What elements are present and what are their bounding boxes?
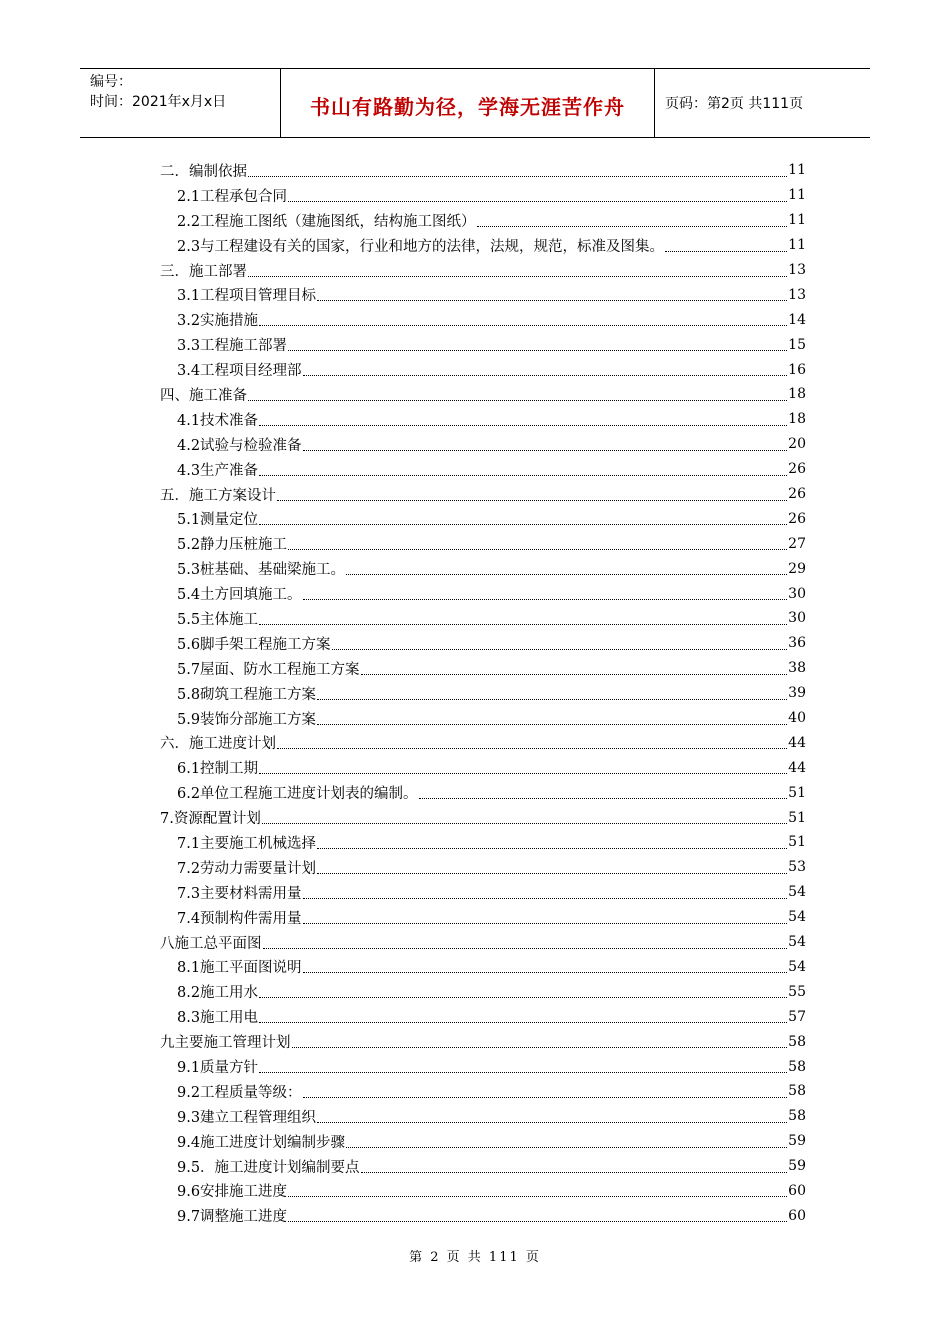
- toc-dot-leader: [277, 500, 787, 501]
- toc-entry[interactable]: [160, 307, 806, 332]
- toc-entry[interactable]: [160, 979, 806, 1004]
- toc-entry-title: 9.2工程质量等级：: [177, 1084, 302, 1101]
- toc-dot-leader: [288, 1221, 787, 1222]
- toc-entry-title: 7.3主要材料需用量: [177, 885, 302, 902]
- toc-entry[interactable]: [160, 357, 806, 382]
- toc-entry[interactable]: [160, 1203, 806, 1228]
- toc-dot-leader: [259, 997, 787, 998]
- toc-dot-leader: [665, 251, 787, 252]
- toc-entry[interactable]: [160, 382, 806, 407]
- toc-entry[interactable]: [160, 855, 806, 880]
- document-time-label: 时间：2021年x月x日: [90, 94, 227, 110]
- toc-entry[interactable]: [160, 631, 806, 656]
- toc-entry-title: 6.1控制工期: [177, 761, 259, 778]
- toc-dot-leader: [303, 972, 788, 973]
- header-motto: 书山有路勤为径，学海无涯苦作舟: [281, 69, 655, 137]
- toc-entry[interactable]: [160, 258, 806, 283]
- toc-entry-page: 59: [788, 1133, 806, 1150]
- toc-entry-title: 九主要施工管理计划: [160, 1035, 291, 1052]
- toc-entry[interactable]: [160, 531, 806, 556]
- toc-entry-page: 44: [788, 759, 806, 776]
- toc-entry[interactable]: [160, 730, 806, 755]
- toc-entry-title: 2.2工程施工图纸（建施图纸，结构施工图纸）: [177, 213, 476, 230]
- toc-dot-leader: [248, 176, 787, 177]
- toc-entry-page: 27: [788, 535, 806, 552]
- toc-entry[interactable]: [160, 905, 806, 930]
- toc-entry-title: 4.2试验与检验准备: [177, 437, 302, 454]
- toc-entry[interactable]: [160, 830, 806, 855]
- toc-entry-page: 26: [788, 486, 806, 503]
- toc-entry[interactable]: [160, 930, 806, 955]
- toc-entry[interactable]: [160, 1104, 806, 1129]
- toc-entry-page: 26: [788, 510, 806, 527]
- toc-dot-leader: [288, 201, 787, 202]
- toc-entry[interactable]: [160, 282, 806, 307]
- toc-entry-page: 16: [788, 361, 806, 378]
- toc-entry-title: 五．施工方案设计: [160, 487, 276, 504]
- toc-entry-page: 11: [788, 162, 806, 179]
- toc-dot-leader: [332, 649, 788, 650]
- toc-entry-title: 4.3生产准备: [177, 462, 259, 479]
- toc-entry-title: 3.4工程项目经理部: [177, 363, 302, 380]
- toc-entry-page: 54: [788, 909, 806, 926]
- toc-entry[interactable]: [160, 332, 806, 357]
- toc-entry-page: 53: [788, 859, 806, 876]
- header-page-info: 页码：第2页 共111页: [665, 96, 804, 112]
- toc-entry-title: 7.4预制构件需用量: [177, 910, 302, 927]
- toc-entry-page: 54: [788, 958, 806, 975]
- toc-dot-leader: [317, 300, 787, 301]
- toc-entry-page: 11: [788, 237, 806, 254]
- toc-dot-leader: [361, 674, 788, 675]
- toc-entry[interactable]: [160, 457, 806, 482]
- toc-dot-leader: [292, 1047, 788, 1048]
- toc-entry-page: 58: [788, 1033, 806, 1050]
- toc-entry-page: 20: [788, 436, 806, 453]
- toc-entry-title: 3.3工程施工部署: [177, 338, 288, 355]
- toc-dot-leader: [477, 226, 788, 227]
- table-of-contents: [160, 158, 806, 1228]
- toc-entry-title: 6.2单位工程施工进度计划表的编制。: [177, 786, 418, 803]
- toc-dot-leader: [346, 1147, 787, 1148]
- toc-dot-leader: [248, 400, 787, 401]
- toc-entry-title: 9.7调整施工进度: [177, 1209, 288, 1226]
- toc-entry[interactable]: [160, 581, 806, 606]
- toc-dot-leader: [419, 798, 788, 799]
- toc-entry-title: 9.5．施工进度计划编制要点: [177, 1159, 360, 1176]
- toc-entry[interactable]: [160, 706, 806, 731]
- toc-entry-page: 57: [788, 1008, 806, 1025]
- page-footer: 第 2 页 共 111 页: [409, 1250, 541, 1265]
- toc-entry[interactable]: [160, 805, 806, 830]
- toc-entry-title: 5.9装饰分部施工方案: [177, 711, 317, 728]
- toc-entry[interactable]: [160, 656, 806, 681]
- toc-dot-leader: [303, 375, 788, 376]
- toc-entry-title: 9.1质量方针: [177, 1060, 259, 1076]
- toc-dot-leader: [263, 948, 788, 949]
- toc-dot-leader: [303, 599, 788, 600]
- toc-entry-page: 29: [788, 560, 806, 577]
- toc-dot-leader: [277, 748, 787, 749]
- toc-entry[interactable]: [160, 755, 806, 780]
- toc-entry-page: 15: [788, 336, 806, 353]
- toc-dot-leader: [317, 699, 787, 700]
- toc-entry-page: 55: [788, 983, 806, 1000]
- toc-entry-title: 8.1施工平面图说明: [177, 960, 302, 977]
- page-header: [80, 68, 870, 138]
- toc-entry-page: 44: [788, 734, 806, 751]
- toc-entry-page: 58: [788, 1058, 806, 1075]
- toc-entry-page: 39: [788, 685, 806, 702]
- toc-entry[interactable]: [160, 506, 806, 531]
- toc-dot-leader: [303, 450, 788, 451]
- toc-entry-page: 26: [788, 461, 806, 478]
- toc-entry[interactable]: [160, 482, 806, 507]
- toc-entry-page: 18: [788, 386, 806, 403]
- toc-entry-title: 3.2实施措施: [177, 313, 259, 330]
- toc-entry-page: 11: [788, 212, 806, 229]
- toc-entry-page: 13: [788, 286, 806, 303]
- toc-entry-title: 4.1技术准备: [177, 412, 259, 429]
- toc-entry[interactable]: [160, 1054, 806, 1079]
- toc-entry-title: 9.6安排施工进度: [177, 1184, 288, 1201]
- toc-entry-title: 7.1主要施工机械选择: [177, 835, 317, 852]
- toc-entry[interactable]: [160, 407, 806, 432]
- toc-entry-title: 5.4土方回填施工。: [177, 587, 302, 604]
- toc-dot-leader: [288, 350, 787, 351]
- toc-entry-page: 40: [788, 710, 806, 727]
- toc-entry-page: 60: [788, 1182, 806, 1199]
- toc-dot-leader: [248, 276, 787, 277]
- toc-entry-title: 5.6脚手架工程施工方案: [177, 636, 331, 653]
- toc-entry-page: 13: [788, 262, 806, 278]
- toc-entry[interactable]: [160, 880, 806, 905]
- toc-entry-page: 30: [788, 585, 806, 602]
- toc-entry-page: 60: [788, 1207, 806, 1224]
- toc-entry-title: 2.1工程承包合同: [177, 188, 288, 205]
- toc-entry-title: 5.1测量定位: [177, 512, 259, 529]
- toc-entry[interactable]: [160, 1029, 806, 1054]
- toc-entry-page: 51: [788, 784, 806, 801]
- toc-entry-page: 14: [788, 311, 806, 328]
- toc-dot-leader: [303, 1097, 788, 1098]
- toc-dot-leader: [259, 524, 787, 525]
- toc-dot-leader: [259, 325, 787, 326]
- toc-entry-page: 58: [788, 1083, 806, 1100]
- toc-entry[interactable]: [160, 780, 806, 805]
- toc-entry[interactable]: [160, 1129, 806, 1154]
- toc-dot-leader: [346, 574, 787, 575]
- toc-entry-title: 四、施工准备: [160, 387, 247, 404]
- toc-entry-title: 六．施工进度计划: [160, 736, 276, 753]
- toc-dot-leader: [317, 873, 787, 874]
- toc-entry-title: 二．编制依据: [160, 163, 247, 180]
- toc-entry-page: 36: [788, 635, 806, 652]
- toc-entry[interactable]: [160, 606, 806, 631]
- toc-entry[interactable]: [160, 208, 806, 233]
- toc-entry-page: 59: [788, 1158, 806, 1175]
- toc-entry-title: 3.1工程项目管理目标: [177, 288, 317, 305]
- toc-dot-leader: [361, 1172, 788, 1173]
- toc-entry[interactable]: [160, 556, 806, 581]
- toc-entry[interactable]: [160, 233, 806, 258]
- toc-entry-title: 8.3施工用电: [177, 1010, 259, 1027]
- toc-entry-title: 9.3建立工程管理组织: [177, 1109, 317, 1126]
- toc-entry[interactable]: [160, 432, 806, 457]
- toc-dot-leader: [303, 898, 788, 899]
- toc-dot-leader: [259, 1072, 787, 1073]
- header-meta: [80, 69, 281, 137]
- toc-dot-leader: [317, 1122, 787, 1123]
- toc-entry-page: 58: [788, 1108, 806, 1125]
- toc-entry[interactable]: [160, 1004, 806, 1029]
- toc-entry[interactable]: [160, 158, 806, 183]
- toc-dot-leader: [317, 724, 787, 725]
- toc-entry-title: 5.2静力压桩施工: [177, 537, 288, 554]
- toc-entry-title: 八施工总平面图: [160, 935, 262, 952]
- toc-entry-title: 7.2劳动力需要量计划: [177, 860, 317, 877]
- toc-entry-title: 2.3与工程建设有关的国家，行业和地方的法律，法规，规范，标准及图集。: [177, 238, 665, 255]
- toc-entry[interactable]: [160, 1079, 806, 1104]
- toc-dot-leader: [303, 923, 788, 924]
- toc-entry-page: 51: [788, 809, 806, 826]
- toc-dot-leader: [262, 823, 787, 824]
- toc-dot-leader: [259, 1022, 787, 1023]
- toc-entry-title: 5.3桩基础、基础梁施工。: [177, 562, 346, 579]
- toc-entry[interactable]: [160, 681, 806, 706]
- toc-entry-page: 18: [788, 411, 806, 428]
- toc-entry-title: 8.2施工用水: [177, 985, 259, 1002]
- toc-dot-leader: [259, 624, 787, 625]
- toc-entry-title: 7.资源配置计划: [160, 811, 261, 828]
- toc-entry-page: 51: [788, 834, 806, 851]
- toc-dot-leader: [288, 549, 787, 550]
- toc-entry-page: 38: [788, 660, 806, 677]
- toc-entry[interactable]: [160, 1154, 806, 1179]
- toc-entry-title: 9.4施工进度计划编制步骤: [177, 1134, 346, 1151]
- toc-entry-page: 54: [788, 884, 806, 901]
- toc-entry-page: 30: [788, 610, 806, 627]
- toc-entry-page: 11: [788, 187, 806, 204]
- toc-entry-page: 54: [788, 934, 806, 951]
- toc-entry[interactable]: [160, 955, 806, 980]
- document-number-label: 编号：: [90, 74, 132, 90]
- toc-dot-leader: [259, 425, 787, 426]
- toc-entry[interactable]: [160, 1179, 806, 1204]
- toc-dot-leader: [288, 1196, 787, 1197]
- toc-dot-leader: [259, 773, 787, 774]
- toc-entry-title: 5.8砌筑工程施工方案: [177, 686, 317, 703]
- toc-entry[interactable]: [160, 183, 806, 208]
- toc-entry-title: 三．施工部署: [160, 263, 247, 280]
- toc-entry-title: 5.5主体施工: [177, 611, 259, 628]
- toc-entry-title: 5.7屋面、防水工程施工方案: [177, 661, 360, 678]
- toc-dot-leader: [317, 848, 787, 849]
- toc-dot-leader: [259, 475, 787, 476]
